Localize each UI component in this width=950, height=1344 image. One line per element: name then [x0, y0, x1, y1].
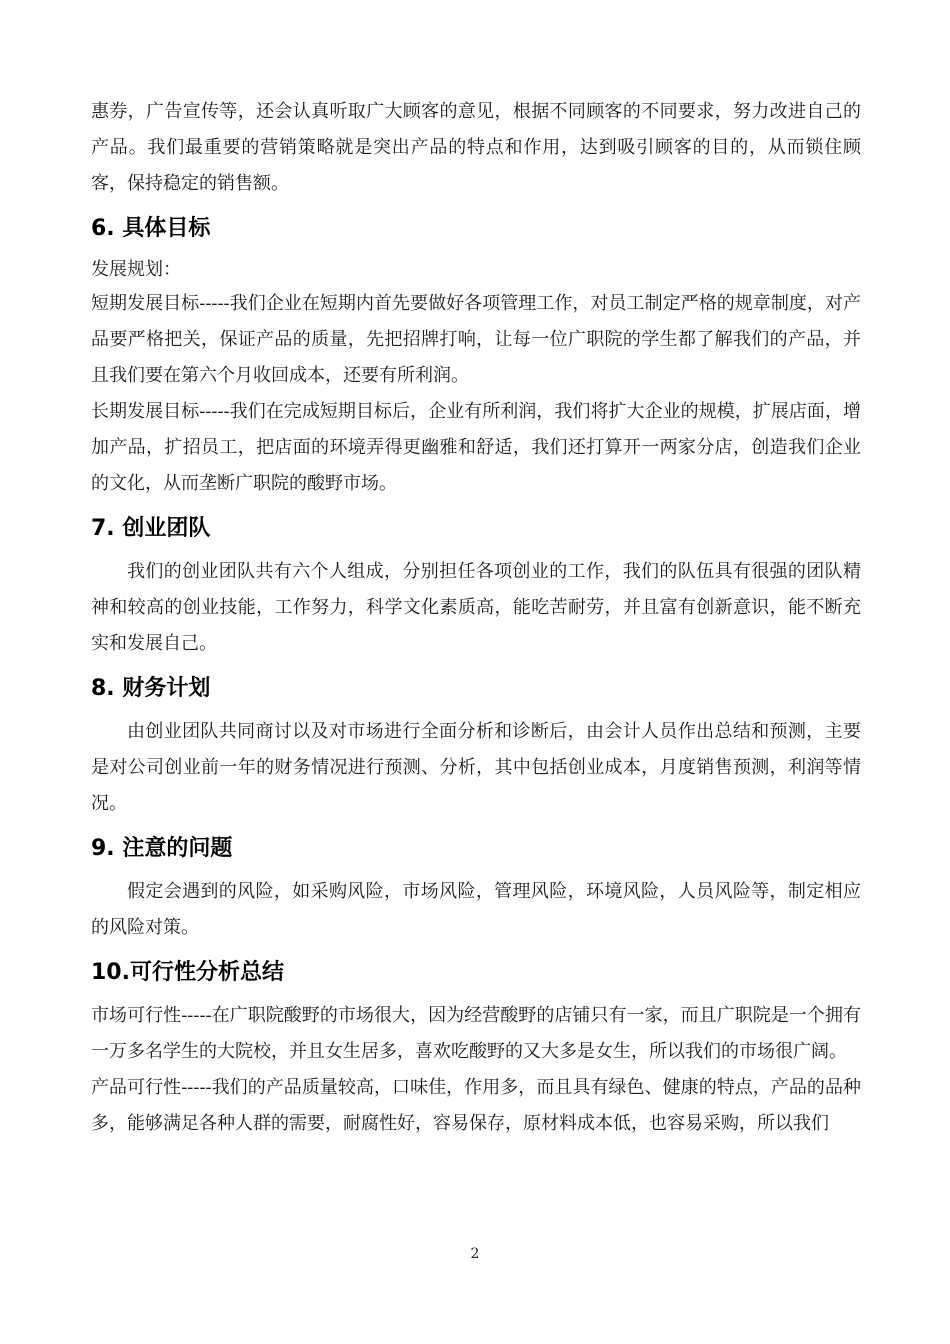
short-term-goal-paragraph: 短期发展目标-----我们企业在短期内首先要做好各项管理工作，对员工制定严格的规章制度，对产品要严格把关，保证产品的质量，先把招牌打响，让每一位广职院的学生都了解我们的产品，并且我们要在第六个月收回成本，还要有所利润。 [91, 293, 861, 386]
risk-paragraph: 假定会遇到的风险，如采购风险，市场风险，管理风险，环境风险，人员风险等，制定相应的风险对策。 [91, 881, 861, 938]
development-plan-label: 发展规划： [91, 259, 181, 280]
market-feasibility-paragraph: 市场可行性-----在广职院酸野的市场很大，因为经营酸野的店铺只有一家，而且广职院是一个拥有一万多名学生的大院校，并且女生居多，喜欢吃酸野的又大多是女生，所以我们的市场很广阔。 [91, 1005, 861, 1062]
team-paragraph: 我们的创业团队共有六个人组成，分别担任各项创业的工作，我们的队伍具有很强的团队精神和较高的创业技能，工作努力，科学文化素质高，能吃苦耐劳，并且富有创新意识，能不断充实和发展自己。 [91, 561, 861, 654]
product-feasibility-paragraph: 产品可行性-----我们的产品质量较高，口味佳，作用多，而且具有绿色、健康的特点，产品的品种多，能够满足各种人群的需要，耐腐性好，容易保存，原材料成本低，也容易采购，所以我们 [91, 1077, 861, 1134]
page-number: 2 [470, 1246, 480, 1262]
finance-paragraph: 由创业团队共同商讨以及对市场进行全面分析和诊断后，由会计人员作出总结和预测，主要是对公司创业前一年的财务情况进行预测、分析，其中包括创业成本，月度销售预测，利润等情况。 [91, 721, 861, 814]
intro-paragraph: 惠券，广告宣传等，还会认真听取广大顾客的意见，根据不同顾客的不同要求，努力改进自己的产品。我们最重要的营销策略就是突出产品的特点和作用，达到吸引顾客的目的，从而锁住顾客，保持稳定的销售额。 [91, 101, 861, 194]
section-9-heading: 9. 注意的问题 [91, 836, 233, 861]
long-term-goal-paragraph: 长期发展目标-----我们在完成短期目标后，企业有所利润，我们将扩大企业的规模，扩展店面，增加产品，扩招员工，把店面的环境弄得更幽雅和舒适，我们还打算开一两家分店，创造我们企业的文化，从而垄断广职院的酸野市场。 [91, 401, 861, 494]
section-6-heading: 6. 具体目标 [91, 216, 211, 241]
section-8-heading: 8. 财务计划 [91, 676, 211, 701]
section-7-heading: 7. 创业团队 [91, 516, 211, 541]
document-page [91, 94, 861, 1142]
section-10-heading: 10.可行性分析总结 [91, 960, 284, 985]
